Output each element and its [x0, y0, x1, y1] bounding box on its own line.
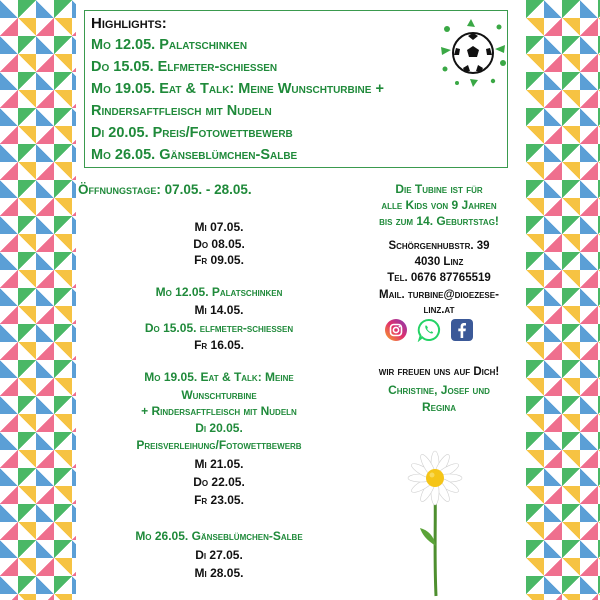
- email-line: Mail. turbine@dioezese-: [379, 289, 499, 301]
- flyer-content: [76, 0, 526, 600]
- highlights-heading: Highlights:: [91, 15, 167, 32]
- closing-text: wir freuen uns auf Dich!: [378, 366, 500, 378]
- daisy-flower-icon: [392, 450, 478, 598]
- instagram-icon[interactable]: [384, 318, 408, 342]
- schedule-event: Mo 26.05. Gänseblümchen-Salbe: [135, 529, 303, 543]
- highlight-item: Mo 26.05. Gänseblümchen-Salbe: [91, 147, 298, 163]
- highlight-item: Mo 12.05. Palatschinken: [91, 37, 248, 53]
- highlight-item: Do 15.05. Elfmeter-schießen: [91, 59, 278, 75]
- schedule-day: Fr 16.05.: [194, 338, 244, 352]
- schedule-day: Mi 21.05.: [194, 457, 244, 471]
- highlight-item: Mo 19.05. Eat & Talk: Meine Wunschturbine +: [91, 81, 384, 97]
- highlight-item: Rindersaftfleisch mit Nudeln: [91, 103, 272, 119]
- whatsapp-icon[interactable]: [417, 318, 441, 342]
- schedule-day: Fr 23.05.: [194, 493, 244, 507]
- schedule-event: Di 20.05.: [195, 421, 243, 435]
- schedule-event: Do 15.05. elfmeter-schießen: [144, 321, 294, 335]
- schedule-day: Mi 28.05.: [194, 566, 244, 580]
- phone-number: Tel. 0676 87765519: [387, 272, 491, 284]
- opening-days: Öffnungstage: 07.05. - 28.05.: [78, 182, 252, 197]
- intro-text: bis zum 14. Geburtstag!: [379, 214, 499, 228]
- schedule-day: Mi 07.05.: [194, 220, 244, 234]
- schedule-event: + Rindersaftfleisch mit Nudeln: [141, 404, 297, 418]
- schedule-day: Di 27.05.: [195, 548, 243, 562]
- soccer-ball-icon: [437, 17, 509, 89]
- email-line: linz.at: [423, 304, 455, 316]
- address-street: Schörgenhubstr. 39: [388, 240, 490, 252]
- schedule-day: Do 22.05.: [193, 475, 245, 489]
- schedule-day: Do 08.05.: [193, 237, 245, 251]
- schedule-event: Preisverleihung/Fotowettbewerb: [136, 438, 302, 452]
- right-pinwheel-border: [526, 0, 600, 600]
- left-pinwheel-border: [0, 0, 76, 600]
- schedule-event: Mo 19.05. Eat & Talk: Meine: [144, 370, 294, 384]
- highlights-box: [84, 10, 508, 168]
- schedule-day: Fr 09.05.: [194, 253, 244, 267]
- schedule-event: Wunschturbine: [181, 388, 257, 402]
- schedule-event: Mo 12.05. Palatschinken: [155, 285, 283, 299]
- intro-text: alle Kids von 9 Jahren: [381, 198, 497, 212]
- intro-text: Die Tubine ist für: [395, 182, 483, 196]
- closing-names: Christine, Josef und: [388, 383, 490, 397]
- highlight-item: Di 20.05. Preis/Fotowettbewerb: [91, 125, 293, 141]
- closing-names: Regina: [421, 400, 456, 414]
- address-city: 4030 Linz: [414, 256, 464, 268]
- schedule-day: Mi 14.05.: [194, 303, 244, 317]
- facebook-icon[interactable]: [450, 318, 474, 342]
